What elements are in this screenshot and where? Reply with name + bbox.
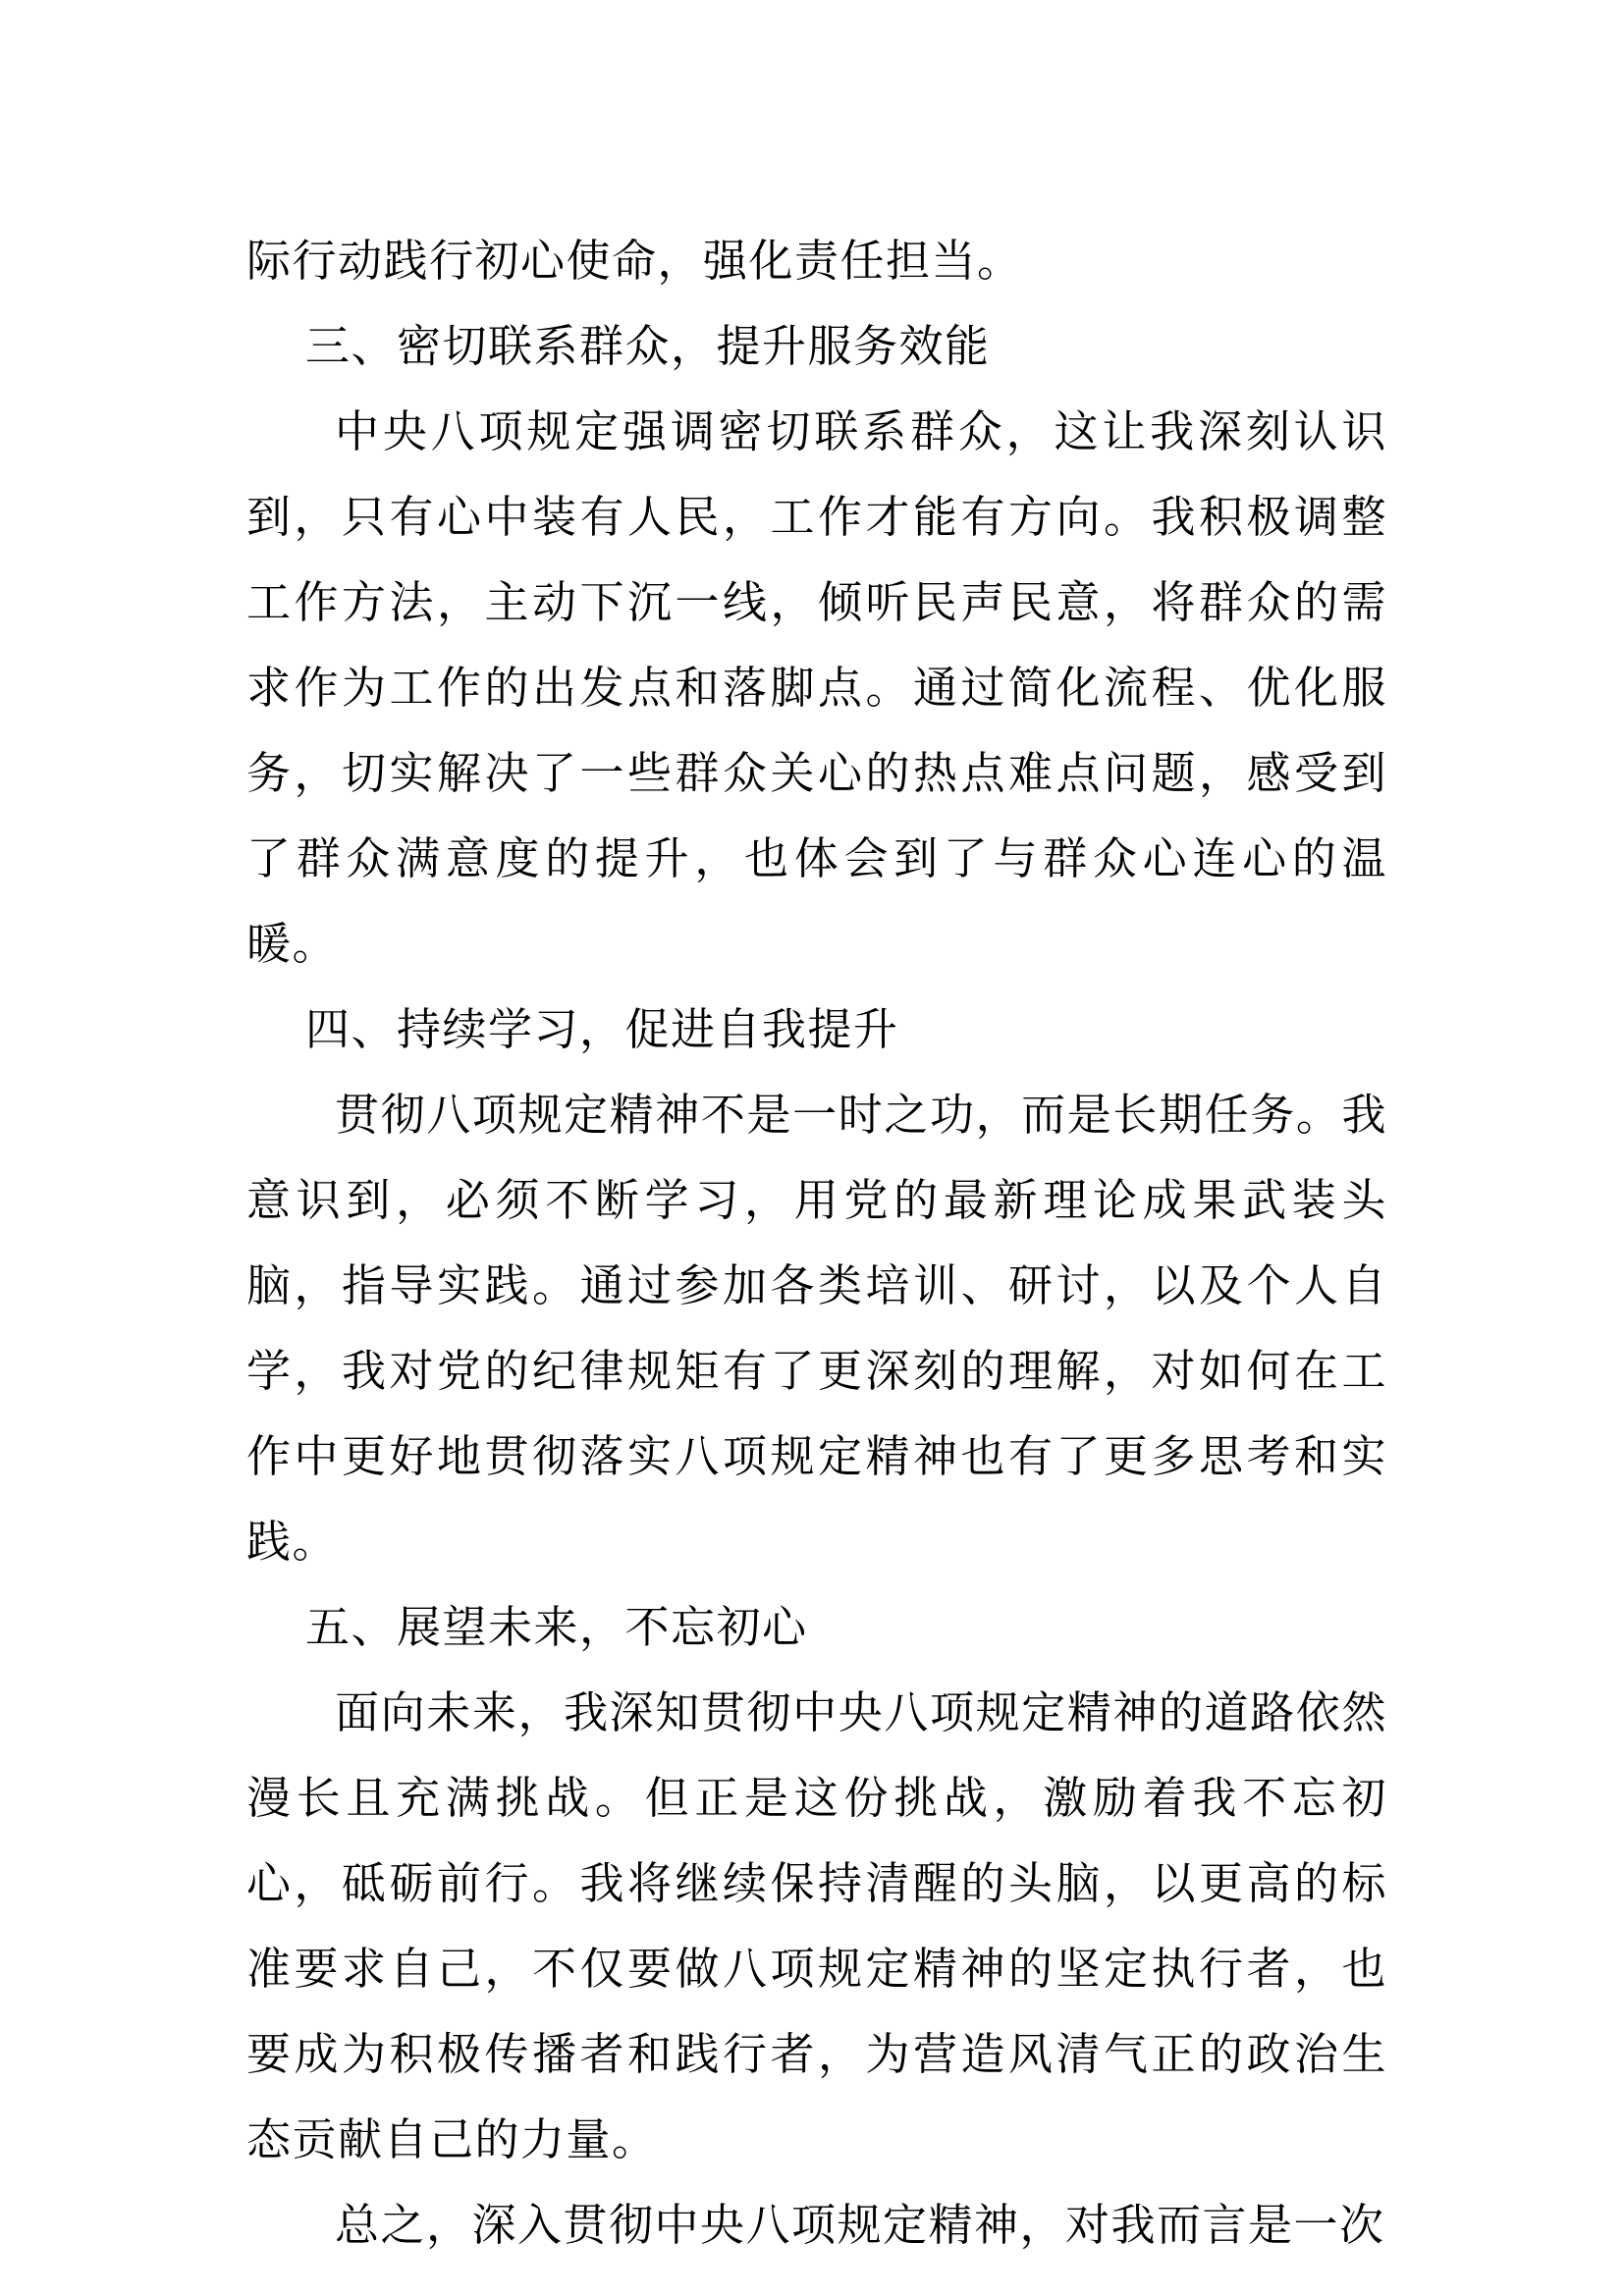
paragraph-continuation: 际行动践行初心使命，强化责任担当。 [246,235,1023,287]
document-page [246,218,1387,2268]
paragraph-body: 面向未来，我深知贯彻中央八项规定精神的道路依然漫长且充满挑战。但正是这份挑战，激励着我不忘初心，砥砺前行。我将继续保持清醒的头脑，以更高的标准要求自己，不仅要做八项规定精神的坚定执行者，也要成为积极传播者和践行者，为营造风清气正的政治生态贡献自己的力量。 [246,1686,1387,2165]
paragraph-body: 贯彻八项规定精神不是一时之功，而是长期任务。我意识到，必须不断学习，用党的最新理论成果武装头脑，指导实践。通过参加各类培训、研讨，以及个人自学，我对党的纪律规矩有了更深刻的理解，对如何在工作中更好地贯彻落实八项规定精神也有了更多思考和实践。 [246,1089,1387,1568]
section-heading-5: 五、展望未来，不忘初心 [305,1601,808,1653]
paragraph-body: 中央八项规定强调密切联系群众，这让我深刻认识到，只有心中装有人民，工作才能有方向。我积极调整工作方法，主动下沉一线，倾听民声民意，将群众的需求作为工作的出发点和落脚点。通过简化流程、优化服务，切实解决了一些群众关心的热点难点问题，感受到了群众满意度的提升，也体会到了与群众心连心的温暖。 [246,405,1387,970]
section-heading-3: 三、密切联系群众，提升服务效能 [305,320,991,372]
paragraph-body: 总之，深入贯彻中央八项规定精神，对我而言是一次 [335,2199,1385,2251]
section-heading-4: 四、持续学习，促进自我提升 [305,1003,899,1055]
